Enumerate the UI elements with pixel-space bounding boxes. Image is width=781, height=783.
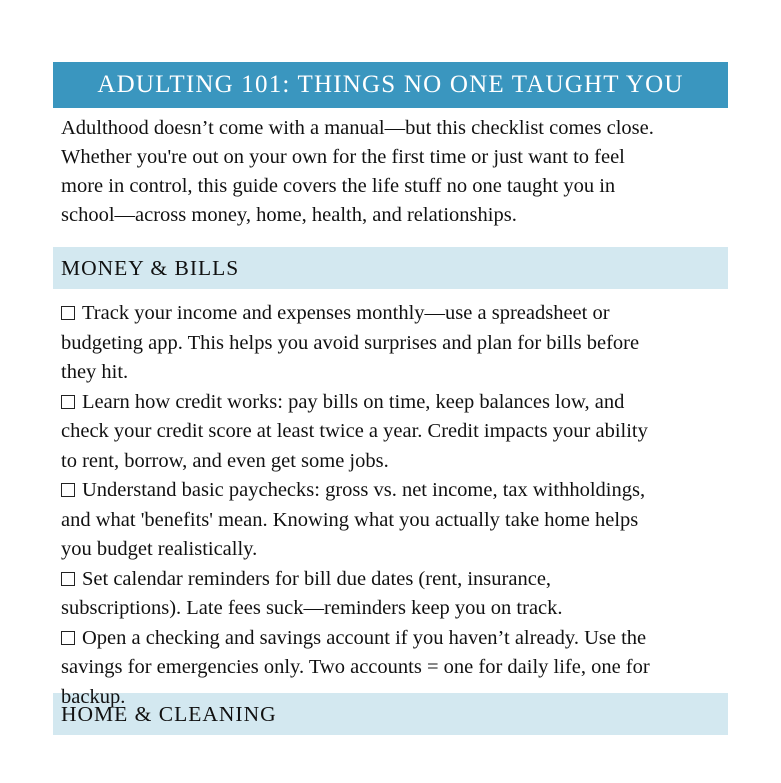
- page-title: ADULTING 101: THINGS NO ONE TAUGHT YOU: [97, 71, 684, 98]
- checklist-money-bills: [53, 289, 728, 708]
- checklist-item-text: you budget realistically.: [61, 538, 258, 560]
- checklist-item-text: Understand basic paychecks: gross vs. net income, tax withholdings,: [82, 479, 646, 501]
- checklist-item-text: budgeting app. This helps you avoid surprises and plan for bills before: [61, 331, 640, 354]
- section-heading-text: HOME & CLEANING: [61, 701, 277, 726]
- checklist-item-text: Track your income and expenses monthly—use a spreadsheet or: [82, 302, 610, 324]
- intro-paragraph: [53, 108, 728, 247]
- checklist-item-text: backup.: [61, 685, 126, 708]
- intro-line: school—across money, home, health, and relationships.: [61, 204, 517, 226]
- checklist-item-text: Set calendar reminders for bill due dates (rent, insurance,: [82, 567, 552, 590]
- checklist-item: [61, 299, 720, 388]
- checklist-item: [61, 388, 720, 477]
- section-heading-home-cleaning: [53, 693, 728, 735]
- title-banner: [53, 62, 728, 108]
- checklist-item-text: Open a checking and savings account if you haven’t already. Use the: [82, 626, 647, 649]
- checklist-item-text: and what 'benefits' mean. Knowing what you actually take home helps: [61, 508, 639, 531]
- intro-line: Whether you're out on your own for the first time or just want to feel: [61, 146, 625, 168]
- checklist-item-text: to rent, borrow, and even get some jobs.: [61, 449, 389, 472]
- checkbox-icon[interactable]: [61, 483, 75, 497]
- checklist-item-text: Learn how credit works: pay bills on time, keep balances low, and: [82, 390, 625, 413]
- section-heading-text: MONEY & BILLS: [61, 255, 240, 280]
- checkbox-icon[interactable]: [61, 572, 75, 586]
- checklist-item-text: subscriptions). Late fees suck—reminders keep you on track.: [61, 597, 563, 619]
- document-page: [53, 62, 728, 735]
- checklist-item: [61, 565, 720, 624]
- checkbox-icon[interactable]: [61, 395, 75, 409]
- checklist-item: [61, 476, 720, 565]
- section-heading-money-bills: [53, 247, 728, 289]
- checkbox-icon[interactable]: [61, 306, 75, 320]
- intro-line: more in control, this guide covers the life stuff no one taught you in: [61, 175, 616, 197]
- checklist-item-text: they hit.: [61, 361, 129, 383]
- checkbox-icon[interactable]: [61, 631, 75, 645]
- checklist-item-text: check your credit score at least twice a year. Credit impacts your ability: [61, 420, 648, 442]
- intro-line: Adulthood doesn’t come with a manual—but this checklist comes close.: [61, 117, 654, 139]
- checklist-item-text: savings for emergencies only. Two accounts = one for daily life, one for: [61, 656, 650, 678]
